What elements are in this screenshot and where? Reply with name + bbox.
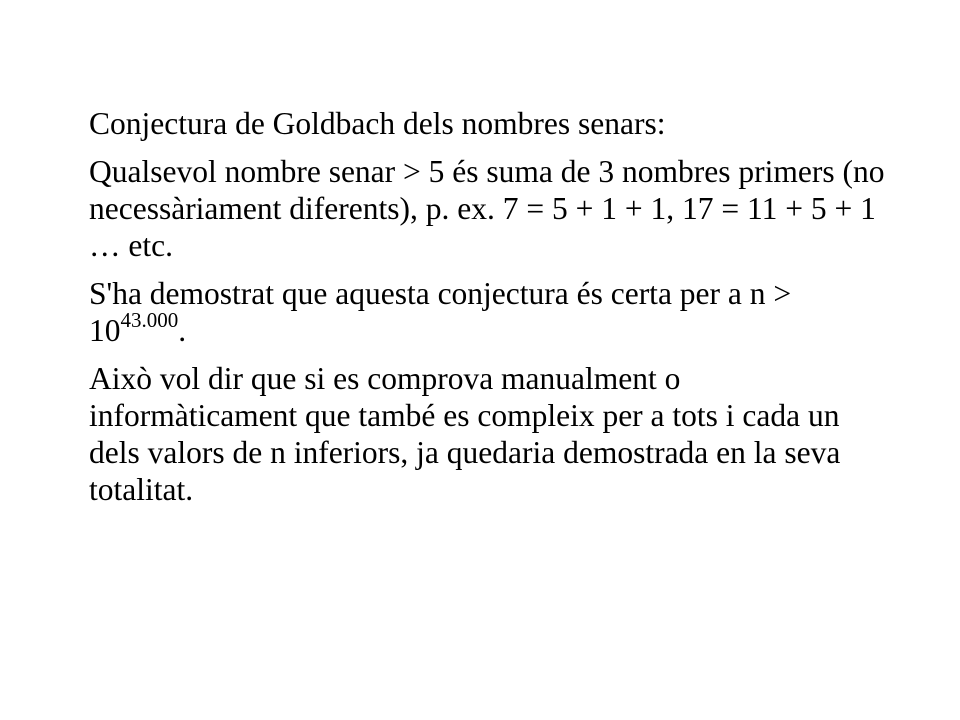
paragraph-proof-bound: [89, 275, 889, 349]
exponent: 43.000: [120, 307, 179, 332]
proof-period: .: [178, 313, 187, 348]
paragraph-conclusion: Això vol dir que si es comprova manualment o informàticament que també es compleix per a tots i cada un dels valors de n inferiors, ja quedaria demostrada en la seva totalitat.: [89, 361, 841, 507]
slide-content: [89, 105, 889, 508]
paragraph-goldbach-statement: Qualsevol nombre senar > 5 és suma de 3 nombres primers (no necessàriament diferents), p. ex. 7 = 5 + 1 + 1, 17 = 11 + 5 + 1 … etc.: [89, 154, 885, 263]
proof-text: S'ha demostrat que aquesta conjectura és certa per a n > 10: [89, 276, 792, 348]
slide-title: Conjectura de Goldbach dels nombres senars:: [89, 106, 666, 141]
